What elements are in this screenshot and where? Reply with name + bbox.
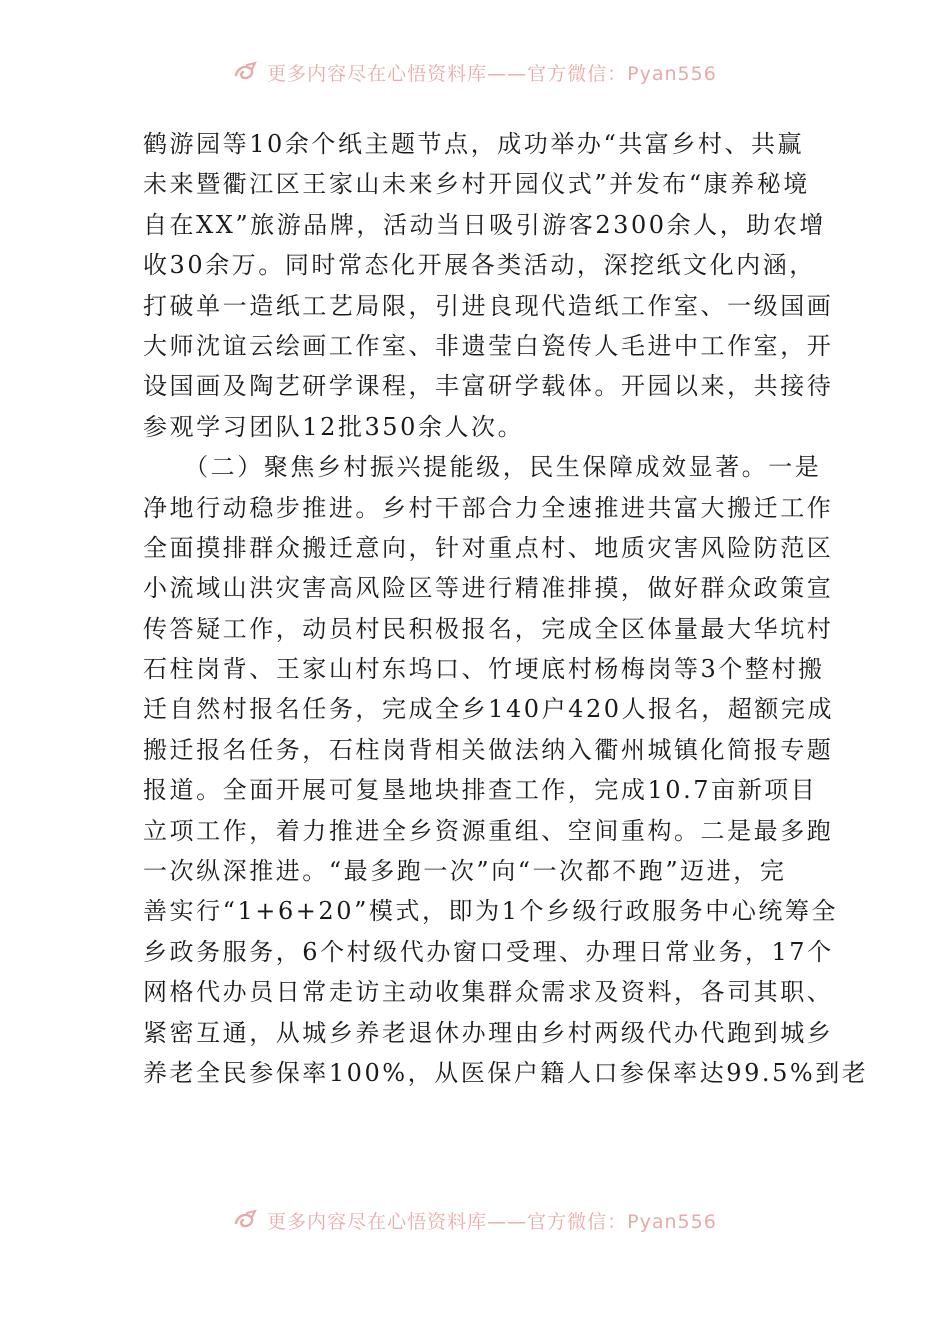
footer-watermark xyxy=(0,1200,950,1240)
document-body xyxy=(143,124,869,1093)
text-line: 自在XX”旅游品牌，活动当日吸引游客2300余人，助农增 xyxy=(143,210,826,239)
text-line: 净地行动稳步推进。乡村干部合力全速推进共富大搬迁工作 xyxy=(143,493,834,522)
text-line: 立项工作，着力推进全乡资源重组、空间重构。二是最多跑 xyxy=(143,816,834,845)
text-line: 善实行“1+6+20”模式，即为1个乡级行政服务中心统筹全 xyxy=(143,897,839,926)
text-line: 石柱岗背、王家山村东坞口、竹埂底村杨梅岗等3个整村搬 xyxy=(143,655,825,684)
text-line: 鹤游园等10余个纸主题节点，成功举办“共富乡村、共赢 xyxy=(143,130,805,158)
text-line: 打破单一造纸工艺局限，引进良现代造纸工作室、一级国画 xyxy=(143,291,834,320)
text-line: 一次纵深推进。“最多跑一次”向“一次都不跑”迈进，完 xyxy=(143,857,787,886)
text-line: 大师沈谊云绘画工作室、非遗莹白瓷传人毛进中工作室，开 xyxy=(143,331,834,360)
watermark-logo-icon xyxy=(233,61,259,83)
header-watermark xyxy=(0,52,950,92)
text-line: 迁自然村报名任务，完成全乡140户420人报名，超额完成 xyxy=(143,695,835,724)
text-line: 参观学习团队12批350余人次。 xyxy=(143,412,525,441)
text-line: 养老全民参保率100%，从医保户籍人口参保率达99.5%到老 xyxy=(143,1058,869,1087)
watermark-text: 更多内容尽在心悟资料库——官方微信：Pyan556 xyxy=(267,62,717,85)
text-line: 全面摸排群众搬迁意向，针对重点村、地质灾害风险防范区 xyxy=(143,533,834,562)
text-line: 紧密互通，从城乡养老退休办理由乡村两级代办代跑到城乡 xyxy=(143,1018,834,1047)
watermark-logo-icon xyxy=(233,1209,259,1231)
text-line: 传答疑工作，动员村民积极报名，完成全区体量最大华坑村 xyxy=(143,614,834,643)
section-heading-line: （二）聚焦乡村振兴提能级，民生保障成效显著。一是 xyxy=(143,453,822,482)
text-line: 设国画及陶艺研学课程，丰富研学载体。开园以来，共接待 xyxy=(143,372,834,401)
text-line: 搬迁报名任务，石柱岗背相关做法纳入衢州城镇化简报专题 xyxy=(143,735,834,764)
text-line: 收30余万。同时常态化开展各类活动，深挖纸文化内涵， xyxy=(143,251,816,280)
text-line: 网格代办员日常走访主动收集群众需求及资料，各司其职、 xyxy=(143,978,834,1007)
text-line: 小流域山洪灾害高风险区等进行精准排摸，做好群众政策宣 xyxy=(143,574,834,603)
text-line: 乡政务服务，6个村级代办窗口受理、办理日常业务，17个 xyxy=(143,937,834,966)
watermark-text: 更多内容尽在心悟资料库——官方微信：Pyan556 xyxy=(267,1210,717,1233)
text-line: 未来暨衢江区王家山未来乡村开园仪式”并发布“康养秘境 xyxy=(143,170,810,199)
text-line: 报道。全面开展可复垦地块排查工作，完成10.7亩新项目 xyxy=(143,776,818,805)
